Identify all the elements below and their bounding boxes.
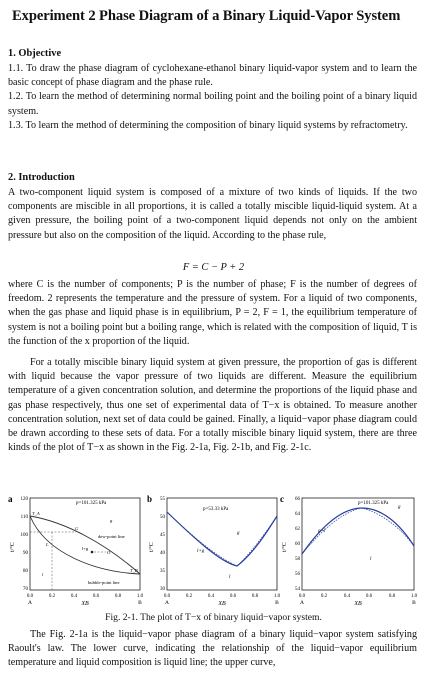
x-axis-label: XB xyxy=(218,601,226,607)
svg-text:l: l xyxy=(42,572,44,577)
svg-text:110: 110 xyxy=(20,515,28,520)
svg-text:B: B xyxy=(412,600,416,606)
svg-text:0.0: 0.0 xyxy=(26,594,34,599)
svg-text:40: 40 xyxy=(160,551,165,556)
svg-text:1.0: 1.0 xyxy=(136,594,144,599)
svg-text:g: g xyxy=(398,505,401,510)
figure-caption: Fig. 2-1. The plot of T−x of binary liquid−vapor system. xyxy=(105,612,322,623)
svg-text:g: g xyxy=(110,518,113,523)
svg-text:A: A xyxy=(165,600,169,606)
pressure-label: p=101.325 kPa xyxy=(76,501,107,506)
introduction-heading: 2. Introduction xyxy=(8,172,75,183)
svg-text:1.0: 1.0 xyxy=(410,594,418,599)
svg-text:0.0: 0.0 xyxy=(298,594,306,599)
svg-text:1.0: 1.0 xyxy=(273,594,281,599)
svg-text:dew-point line: dew-point line xyxy=(98,534,125,539)
svg-text:0.0: 0.0 xyxy=(163,594,171,599)
introduction-paragraph-3: For a totally miscible binary liquid system at given pressure, the proportion of gas is different with liquid because the vapor pressure of two liquids are different. Measure the equilibrium temperature of a given concentration solution, and determine the proportions of the liquid phase and gas phase respectively, thus one set of experimental data of T−x is obtained. To measure another concentration solution, next set of data could be gained. Finally, a liquid−vapor phase diagram could be drawn according to these sets of data. For a totally miscible binary liquid system, there are three kinds of the plot of T−x as shown in the Fig. 2-1a, Fig. 2-1b, and Fig. 2-1c. xyxy=(8,357,417,454)
page-title: Experiment 2 Phase Diagram of a Binary Liquid-Vapor System xyxy=(12,8,401,24)
svg-text:G: G xyxy=(75,526,79,531)
pressure-label: p=53.33 kPa xyxy=(203,507,229,512)
svg-text:0.4: 0.4 xyxy=(343,594,351,599)
svg-text:60: 60 xyxy=(295,542,300,547)
objective-item: 1.1. To draw the phase diagram of cyclohexane-ethanol binary liquid-vapor system and to learn the basic concept of phase diagram and the phase rule. xyxy=(8,63,417,89)
svg-text:A: A xyxy=(28,600,32,606)
svg-text:l+g: l+g xyxy=(82,546,89,551)
objective-heading: 1. Objective xyxy=(8,48,62,59)
svg-text:45: 45 xyxy=(160,533,165,538)
svg-text:55: 55 xyxy=(160,497,165,502)
svg-text:T_B: T_B xyxy=(130,568,138,573)
svg-text:g+l: g+l xyxy=(318,529,326,534)
y-axis-label: t/°C xyxy=(282,542,288,552)
plot-frame xyxy=(302,498,414,590)
y-axis-label: t/°C xyxy=(149,542,155,552)
svg-text:0.8: 0.8 xyxy=(388,594,396,599)
svg-text:l+g: l+g xyxy=(197,549,205,554)
svg-text:100: 100 xyxy=(20,533,28,538)
svg-text:66: 66 xyxy=(295,497,300,502)
phase-region-labels xyxy=(32,511,138,585)
svg-text:T_A: T_A xyxy=(32,511,40,516)
svg-text:0.4: 0.4 xyxy=(70,594,78,599)
figure-panel-a xyxy=(6,494,146,612)
vapor-curve xyxy=(167,512,277,566)
x-axis-label: XB xyxy=(354,601,362,607)
x-axis-label: XB xyxy=(81,601,89,607)
svg-text:35: 35 xyxy=(160,569,165,574)
svg-text:0.6: 0.6 xyxy=(365,594,373,599)
svg-text:l: l xyxy=(229,575,231,580)
introduction-paragraph-2: where C is the number of components; P is the number of phase; F is the number of degrees of freedom. 2 represents the temperature and the pressure of system. For a liquid of two components, when the gas phase and liquid phase is in equilibrium, P = 2, F = 1, the equilibrium temperature of system is not a boiling point but a boiling range, which is related with the composition of liquid, T is the function of the x proportion of the liquid. xyxy=(8,279,417,347)
svg-text:56: 56 xyxy=(295,572,300,577)
svg-text:l: l xyxy=(370,557,372,562)
x-tick-labels xyxy=(27,594,144,599)
svg-text:54: 54 xyxy=(295,587,300,592)
panel-letter: c xyxy=(280,494,284,504)
svg-text:0.8: 0.8 xyxy=(251,594,259,599)
svg-text:B: B xyxy=(275,600,279,606)
svg-text:80: 80 xyxy=(23,569,28,574)
svg-text:58: 58 xyxy=(295,557,300,562)
paragraph-4: The Fig. 2-1a is the liquid−vapor phase diagram of a binary liquid−vapor system satisfying Raoult's law. The lower curve, indicating the relationship of the liquid−vapor equilibrium temperature and liquid composition is liquid line; the upper curve, xyxy=(8,629,417,669)
introduction-paragraph-1: A two-component liquid system is composed of a mixture of two kinds of liquids. If the two components are miscible in all proportions, it is called a totally miscible liquid-liquid system. At a given pressure, the boiling point of a two-component liquid depends not only on the ambient pressure but also on the composition of the liquid. According to the phase rule, xyxy=(8,187,417,241)
svg-text:A: A xyxy=(300,600,304,606)
svg-text:30: 30 xyxy=(160,587,165,592)
svg-text:64: 64 xyxy=(295,512,300,517)
objective-item: 1.3. To learn the method of determining the composition of binary liquid systems by refractometry. xyxy=(8,119,408,131)
svg-text:62: 62 xyxy=(295,527,300,532)
svg-text:0.2: 0.2 xyxy=(320,594,328,599)
svg-text:0.8: 0.8 xyxy=(114,594,122,599)
pressure-label: p=101.325 kPa xyxy=(358,501,389,506)
svg-text:0.2: 0.2 xyxy=(185,594,193,599)
figure-panel-b xyxy=(145,494,283,612)
panel-letter: b xyxy=(147,494,153,504)
y-tick-labels xyxy=(21,497,29,592)
svg-text:0.4: 0.4 xyxy=(207,594,215,599)
figure-panel-c xyxy=(278,494,421,612)
svg-text:0.6: 0.6 xyxy=(92,594,100,599)
x-tick-labels xyxy=(299,594,418,599)
svg-text:90: 90 xyxy=(23,551,28,556)
objective-item: 1.2. To learn the method of determining normal boiling point and the boiling point of a binary liquid system. xyxy=(8,91,417,117)
svg-text:bubble-point line: bubble-point line xyxy=(88,580,120,585)
x-tick-labels xyxy=(164,594,281,599)
phase-region-labels xyxy=(318,505,401,562)
svg-text:L: L xyxy=(46,542,49,547)
panel-letter: a xyxy=(8,494,13,504)
objective-list xyxy=(8,62,417,133)
svg-text:g: g xyxy=(237,531,240,536)
svg-text:70: 70 xyxy=(23,587,28,592)
svg-text:50: 50 xyxy=(160,515,165,520)
svg-text:0.2: 0.2 xyxy=(48,594,56,599)
svg-text:120: 120 xyxy=(20,497,28,502)
y-tick-labels xyxy=(295,497,301,592)
svg-text:0.6: 0.6 xyxy=(229,594,237,599)
y-tick-labels xyxy=(160,497,166,592)
svg-text:O: O xyxy=(107,550,111,555)
phase-rule-formula: F = C − P + 2 xyxy=(182,262,245,273)
y-axis-label: t/°C xyxy=(10,542,16,552)
svg-text:B: B xyxy=(138,600,142,606)
